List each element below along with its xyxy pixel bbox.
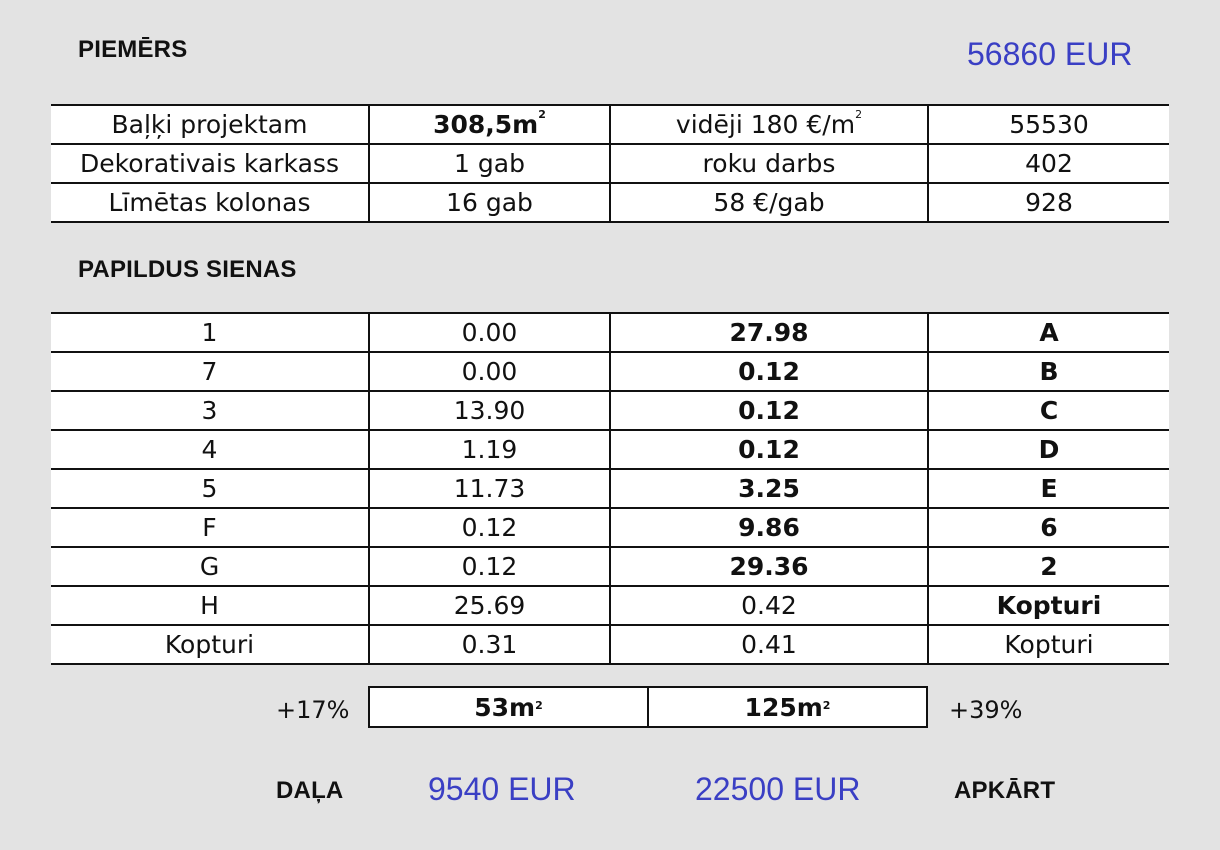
table-row — [51, 105, 1169, 144]
cell: 0.12 — [610, 391, 928, 430]
table-row — [51, 183, 1169, 222]
item-sum: 928 — [928, 183, 1169, 222]
right-area: 125m $^2$ — [647, 688, 926, 726]
cell: 1 — [51, 313, 369, 352]
table-row — [51, 430, 1169, 469]
table-row — [51, 469, 1169, 508]
table-row — [51, 313, 1169, 352]
cell: 9.86 — [610, 508, 928, 547]
cell: 0.12 — [610, 430, 928, 469]
cell: 0.00 — [369, 313, 610, 352]
cell: E — [928, 469, 1169, 508]
cell: 0.42 — [610, 586, 928, 625]
cell: 29.36 — [610, 547, 928, 586]
cell: C — [928, 391, 1169, 430]
cell: 3.25 — [610, 469, 928, 508]
cell: 2 — [928, 547, 1169, 586]
cell: 0.12 — [369, 547, 610, 586]
left-percent: +17% — [276, 696, 350, 724]
table-row — [51, 586, 1169, 625]
totals-box — [368, 686, 928, 728]
walls-table — [51, 312, 1169, 665]
total-price: 56860 EUR — [967, 36, 1133, 72]
cell: 13.90 — [369, 391, 610, 430]
cell: 5 — [51, 469, 369, 508]
section-title: PAPILDUS SIENAS — [78, 256, 297, 283]
table-row — [51, 144, 1169, 183]
item-name: Līmētas kolonas — [51, 183, 369, 222]
item-rate: roku darbs — [610, 144, 928, 183]
footer-left-price: 9540 EUR — [428, 771, 576, 807]
cell: 11.73 — [369, 469, 610, 508]
item-name: Baļķi projektam — [51, 105, 369, 144]
footer-right-label: APKĀRT — [954, 777, 1056, 804]
item-qty: $308,5m^2$ — [369, 105, 610, 144]
cell: 0.41 — [610, 625, 928, 664]
cell: A — [928, 313, 1169, 352]
item-sum: 402 — [928, 144, 1169, 183]
table-row — [51, 352, 1169, 391]
item-qty: 16 gab — [369, 183, 610, 222]
cell: 6 — [928, 508, 1169, 547]
item-name: Dekorativais karkass — [51, 144, 369, 183]
cell: 25.69 — [369, 586, 610, 625]
cell: 0.31 — [369, 625, 610, 664]
cell: 7 — [51, 352, 369, 391]
item-rate: 58 €/gab — [610, 183, 928, 222]
cell: 3 — [51, 391, 369, 430]
table-row — [51, 547, 1169, 586]
cell: 0.00 — [369, 352, 610, 391]
table-row — [51, 391, 1169, 430]
cell: H — [51, 586, 369, 625]
page-title: PIEMĒRS — [78, 36, 188, 63]
cell: G — [51, 547, 369, 586]
cell: Kopturi — [928, 625, 1169, 664]
table-row — [51, 625, 1169, 664]
item-qty: 1 gab — [369, 144, 610, 183]
cell: Kopturi — [51, 625, 369, 664]
item-sum: 55530 — [928, 105, 1169, 144]
cell: D — [928, 430, 1169, 469]
right-percent: +39% — [949, 696, 1023, 724]
item-rate: vidēji 180 $€/m^2$ — [610, 105, 928, 144]
table-row — [51, 508, 1169, 547]
cell: Kopturi — [928, 586, 1169, 625]
left-area: 53m $^2$ — [474, 692, 543, 722]
cell: 4 — [51, 430, 369, 469]
cell: F — [51, 508, 369, 547]
footer-right-price: 22500 EUR — [695, 771, 861, 807]
cell: 0.12 — [369, 508, 610, 547]
cell: 0.12 — [610, 352, 928, 391]
cell: B — [928, 352, 1169, 391]
cell: 27.98 — [610, 313, 928, 352]
cell: 1.19 — [369, 430, 610, 469]
main-table — [51, 104, 1169, 223]
footer-left-label: DAĻA — [276, 777, 344, 804]
